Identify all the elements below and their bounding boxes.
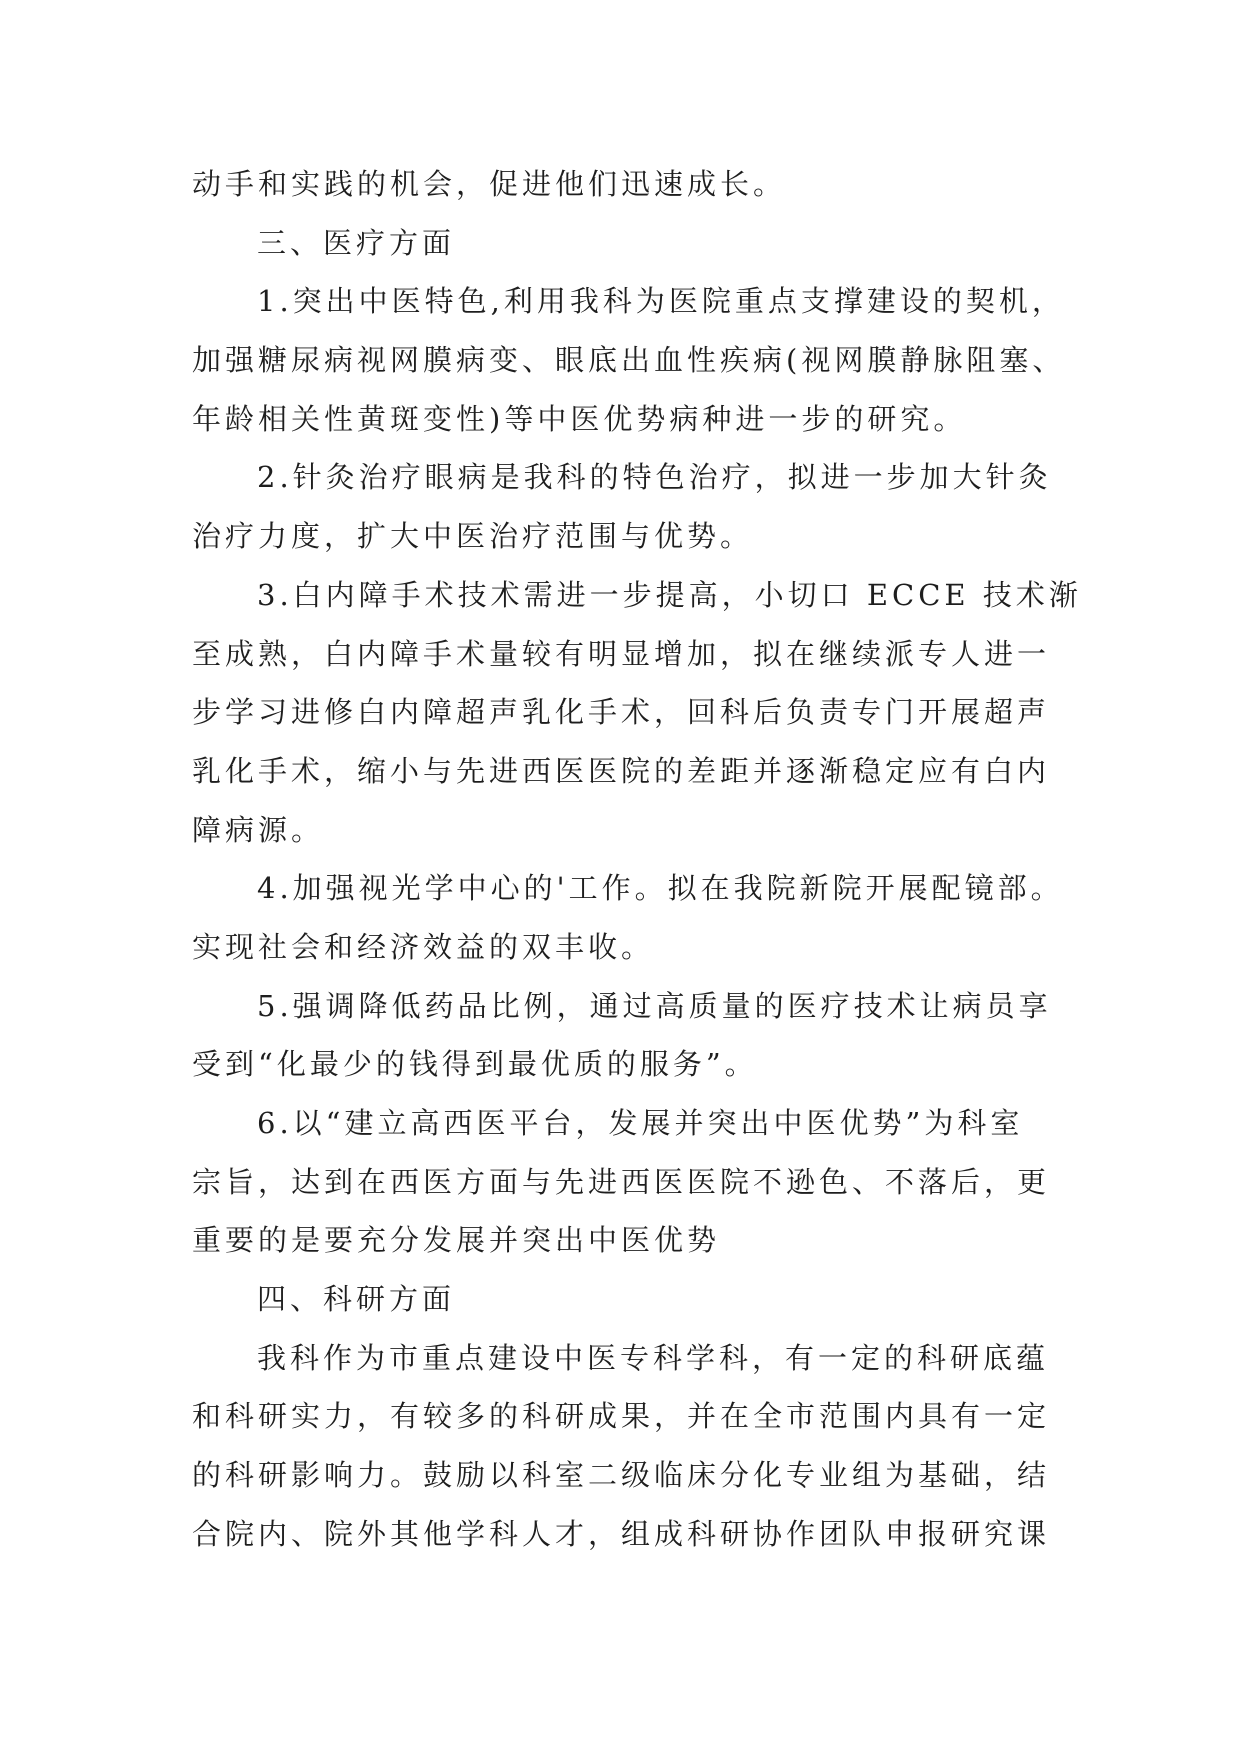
paragraph (192, 272, 1152, 448)
text-line: 我科作为市重点建设中医专科学科，有一定的科研底蕴 (257, 1340, 1050, 1375)
text-line: 3.白内障手术技术需进一步提高，小切口 ECCE 技术渐 (257, 577, 1082, 612)
text-line: 乳化手术，缩小与先进西医医院的差距并逐渐稳定应有白内 (192, 753, 1051, 788)
text-line: 实现社会和经济效益的双丰收。 (192, 929, 655, 964)
paragraph (192, 155, 1152, 214)
paragraph (192, 859, 1152, 976)
text-line: 障病源。 (192, 812, 325, 847)
paragraph (192, 977, 1152, 1094)
section-heading-research (192, 1270, 1152, 1329)
document-body (192, 155, 1152, 1564)
paragraph (192, 448, 1152, 565)
text-line: 年龄相关性黄斑变性)等中医优势病种进一步的研究。 (192, 401, 967, 436)
text-line: 治疗力度，扩大中医治疗范围与优势。 (192, 519, 754, 554)
text-line: 加强糖尿病视网膜病变、眼底出血性疾病(视网膜静脉阻塞、 (192, 343, 1066, 378)
text-line: 6.以“建立高西医平台，发展并突出中医优势”为科室 (257, 1106, 1024, 1140)
text-line: 受到“化最少的钱得到最优质的服务”。 (192, 1047, 758, 1082)
text-line: 重要的是要充分发展并突出中医优势 (192, 1223, 721, 1258)
text-line: 2.针灸治疗眼病是我科的特色治疗，拟进一步加大针灸 (257, 460, 1052, 495)
text-line: 宗旨，达到在西医方面与先进西医医院不逊色、不落后，更 (192, 1164, 1051, 1199)
text-line: 的科研影响力。鼓励以科室二级临床分化专业组为基础，结 (192, 1458, 1051, 1493)
paragraph (192, 1094, 1152, 1270)
text-line: 和科研实力，有较多的科研成果，并在全市范围内具有一定 (192, 1399, 1051, 1434)
paragraph (192, 1329, 1152, 1564)
text-line: 5.强调降低药品比例，通过高质量的医疗技术让病员享 (257, 988, 1052, 1023)
text-line: 4.加强视光学中心的'工作。拟在我院新院开展配镜部。 (257, 871, 1064, 906)
text-line: 至成熟，白内障手术量较有明显增加，拟在继续派专人进一 (192, 636, 1051, 671)
heading-text: 四、科研方面 (257, 1282, 456, 1317)
text-line: 合院内、院外其他学科人才，组成科研协作团队申报研究课 (192, 1516, 1051, 1551)
text-line: 动手和实践的机会，促进他们迅速成长。 (192, 167, 787, 201)
paragraph (192, 566, 1152, 859)
text-line: 1.突出中医特色,利用我科为医院重点支撑建设的契机， (257, 284, 1065, 319)
text-line: 步学习进修白内障超声乳化手术，回科后负责专门开展超声 (192, 695, 1051, 730)
heading-text: 三、医疗方面 (257, 225, 456, 260)
section-heading-medical (192, 214, 1152, 273)
